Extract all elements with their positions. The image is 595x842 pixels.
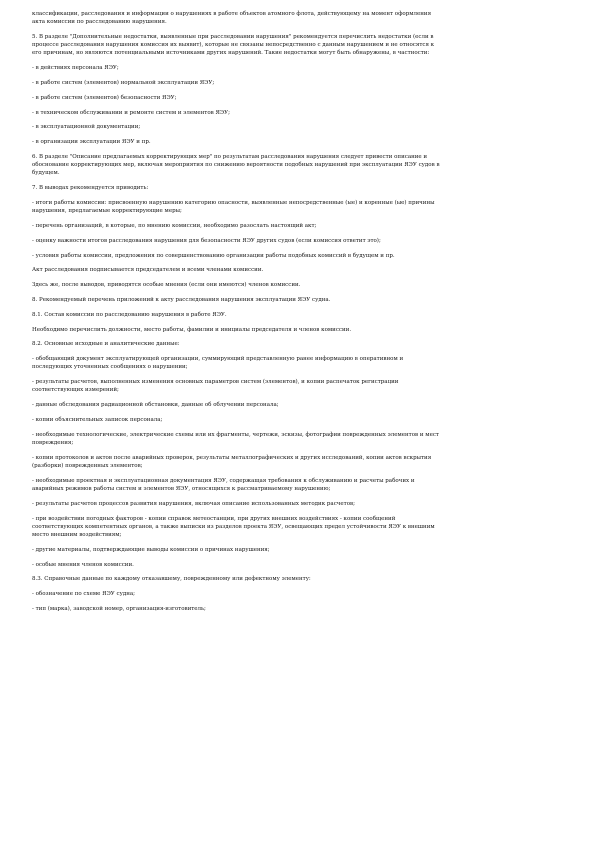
paragraph-section-7: 7. В выводах рекомендуется приводить: bbox=[32, 185, 149, 192]
list-item-weather-factors: - при воздействии погодных факторов - копии справок метеостанции, при других внешних воздействиях - копии сообщений соответствующих компетентных органов, а также выписки из разделов проекта ЯЭУ, освещающих предел устойчивости ЯЭУ к внешним место внешним воздействиям; bbox=[32, 515, 435, 538]
paragraph-section-5: 5. В разделе "Дополнительные недостатки, выявленные при расследовании нарушения" рекомендуется перечислить недостатки (если в процессе расследования нарушения комиссия их выявит), которые не связаны непосредственно с данным нарушением и не относятся к его причинам, но являются потенциальными источниками других нарушений. Такие недостатки могут быть обнаружены, в частности: bbox=[32, 34, 435, 57]
list-item-work-conditions: - условия работы комиссии, предложения по совершенствованию организации работы подобных комиссий в будущем и пр. bbox=[32, 252, 395, 259]
paragraph-section-8-3: 8.3. Справочные данные по каждому отказавшему, поврежденному или дефектному элементу: bbox=[32, 576, 311, 583]
list-item-other-materials: - другие материалы, подтверждающие выводы комиссии о причинах нарушения; bbox=[32, 546, 270, 553]
list-item-type-manufacturer: - тип (марка), заводской номер, организация-изготовитель; bbox=[32, 605, 206, 612]
list-item-safety-systems: - в работе систем (элементов) безопасности ЯЭУ; bbox=[32, 94, 177, 101]
list-item-explanatory-notes: - копии объяснительных записок персонала; bbox=[32, 416, 163, 423]
paragraph-commission-members: Необходимо перечислить должности, место работы, фамилии и инициалы председателя и членов комиссии. bbox=[32, 326, 352, 333]
paragraph-signatures: Акт расследования подписывается председателем и всеми членами комиссии. bbox=[32, 267, 264, 274]
list-item-design-documentation: - необходимые проектная и эксплуатационная документация ЯЭУ, содержащая требования к обслуживанию и расчеты рабочих и аварийных режимов работы систем и элементов ЯЭУ, относящихся к рассматриваемому нарушению; bbox=[32, 477, 415, 492]
paragraph-section-8: 8. Рекомендуемый перечень приложений к акту расследования нарушения эксплуатации ЯЭУ судна. bbox=[32, 296, 331, 303]
list-item-normal-systems: - в работе систем (элементов) нормальной эксплуатации ЯЭУ; bbox=[32, 80, 215, 86]
paragraph-special-opinions: Здесь же, после выводов, приводятся особые мнения (если они имеются) членов комиссии. bbox=[32, 282, 301, 289]
list-item-schemes-drawings: - необходимые технологические, электрические схемы или их фрагменты, чертежи, эскизы, фотографии поврежденных элементов и мест повреждения; bbox=[32, 431, 439, 446]
paragraph-classification-continuation: классификации, расследования и информации о нарушениях в работе объектов атомного флота, действующему на момент оформления акта комиссии по расследованию нарушения. bbox=[32, 11, 432, 26]
list-item-distribution: - перечень организаций, в которые, по мнению комиссии, необходимо разослать настоящий акт; bbox=[32, 222, 317, 229]
list-item-process-calculations: - результаты расчетов процессов развития нарушения, включая описание использованных методик расчетов; bbox=[32, 500, 355, 507]
list-item-organization: - в организации эксплуатации ЯЭУ и пр. bbox=[32, 139, 151, 146]
paragraph-section-8-2: 8.2. Основные исходные и аналитические данные: bbox=[32, 341, 180, 348]
list-item-radiation-data: - данные обследования радиационной обстановки, данные об облучении персонала; bbox=[32, 402, 279, 409]
list-item-summary-document: - обобщающий документ эксплуатирующей организации, суммирующий представленную ранее информацию в оперативном и последующих уточненных сообщениях о нарушении; bbox=[32, 356, 404, 371]
list-item-calculation-results: - результаты расчетов, выполненных изменения основных параметров систем (элементов), и копии распечаток регистрации соответствующих измерений; bbox=[32, 379, 399, 394]
list-item-personnel: - в действиях персонала ЯЭУ; bbox=[32, 65, 119, 72]
paragraph-section-6: 6. В разделе "Описание предлагаемых корректирующих мер" по результатам расследования нарушения следует привести описание и обоснование корректирующих мер, включая мероприятия по снижению вероятности подобных нарушений при эксплуатации ЯЭУ судов в будущем. bbox=[32, 153, 440, 177]
list-item-documentation: - в эксплуатационной документации; bbox=[32, 124, 141, 131]
list-item-member-opinions: - особые мнения членов комиссии. bbox=[32, 561, 134, 568]
paragraph-section-8-1: 8.1. Состав комиссии по расследованию нарушения в работе ЯЭУ. bbox=[32, 311, 227, 318]
list-item-commission-results: - итоги работы комиссии: присвоенную нарушению категорию опасности, выявленные непосредственные (ые) и коренные (ые) причины нарушения, предлагаемые корректирующие меры; bbox=[32, 199, 435, 215]
list-item-maintenance: - в техническом обслуживании и ремонте систем и элементов ЯЭУ; bbox=[32, 109, 230, 116]
list-item-protocols: - копии протоколов и актов после аварийных проверок, результаты металлографических и других исследований, копии актов вскрытия (разборки) поврежденных элементов; bbox=[32, 454, 432, 469]
list-item-scheme-designation: - обозначение по схеме ЯЭУ судна; bbox=[32, 591, 136, 598]
list-item-importance: - оценку важности итогов расследования нарушения для безопасности ЯЭУ других судов (если комиссия ответит это); bbox=[32, 237, 381, 244]
